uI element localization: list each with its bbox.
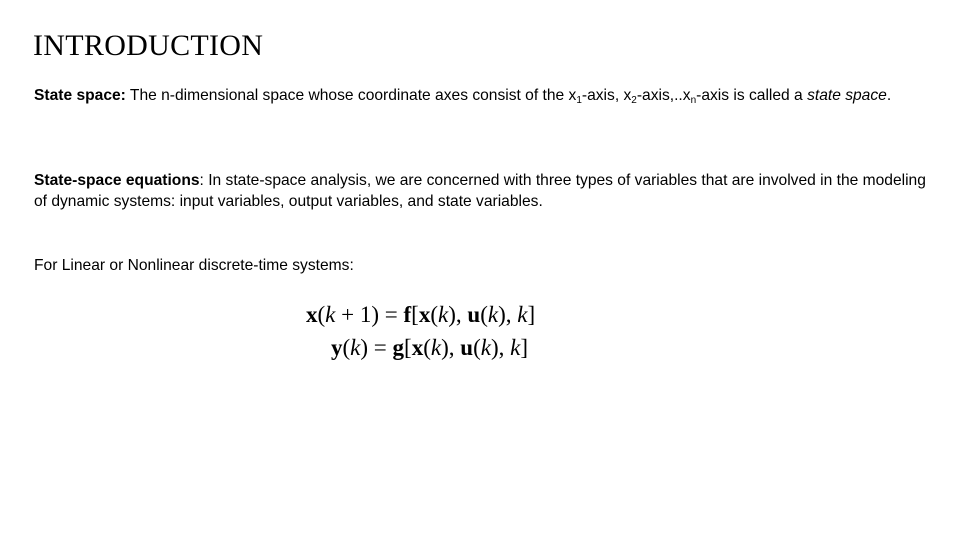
definition-text: The n-dimensional space whose coordinate axes consist of the x: [125, 87, 577, 104]
slide-title: INTRODUCTION: [33, 29, 264, 62]
definition-text: : In state-space analysis, we are concerned with three types of variables that are involved in the modeling of dynamic systems: input variables, output variables, and state variables.: [34, 172, 926, 210]
state-space-emphasis: state space: [807, 87, 887, 104]
systems-line: For Linear or Nonlinear discrete-time systems:: [34, 257, 354, 274]
state-space-equations-definition: [34, 170, 934, 212]
state-equation: x(k + 1) = f[x(k), u(k), k]: [306, 302, 536, 327]
subscript-1: 1: [576, 95, 582, 106]
state-space-definition: [34, 85, 934, 106]
subscript-n: n: [690, 95, 697, 106]
equations-block: [306, 298, 535, 364]
definition-text: -axis, x: [581, 87, 632, 104]
definition-text: -axis,..x: [636, 87, 691, 104]
state-space-equations-term: State-space equations: [34, 172, 200, 189]
definition-end: .: [886, 87, 892, 104]
state-space-term: State space:: [34, 87, 126, 104]
subscript-2: 2: [631, 95, 637, 106]
output-equation: y(k) = g[x(k), u(k), k]: [331, 335, 529, 360]
definition-text: -axis is called a: [696, 87, 808, 104]
